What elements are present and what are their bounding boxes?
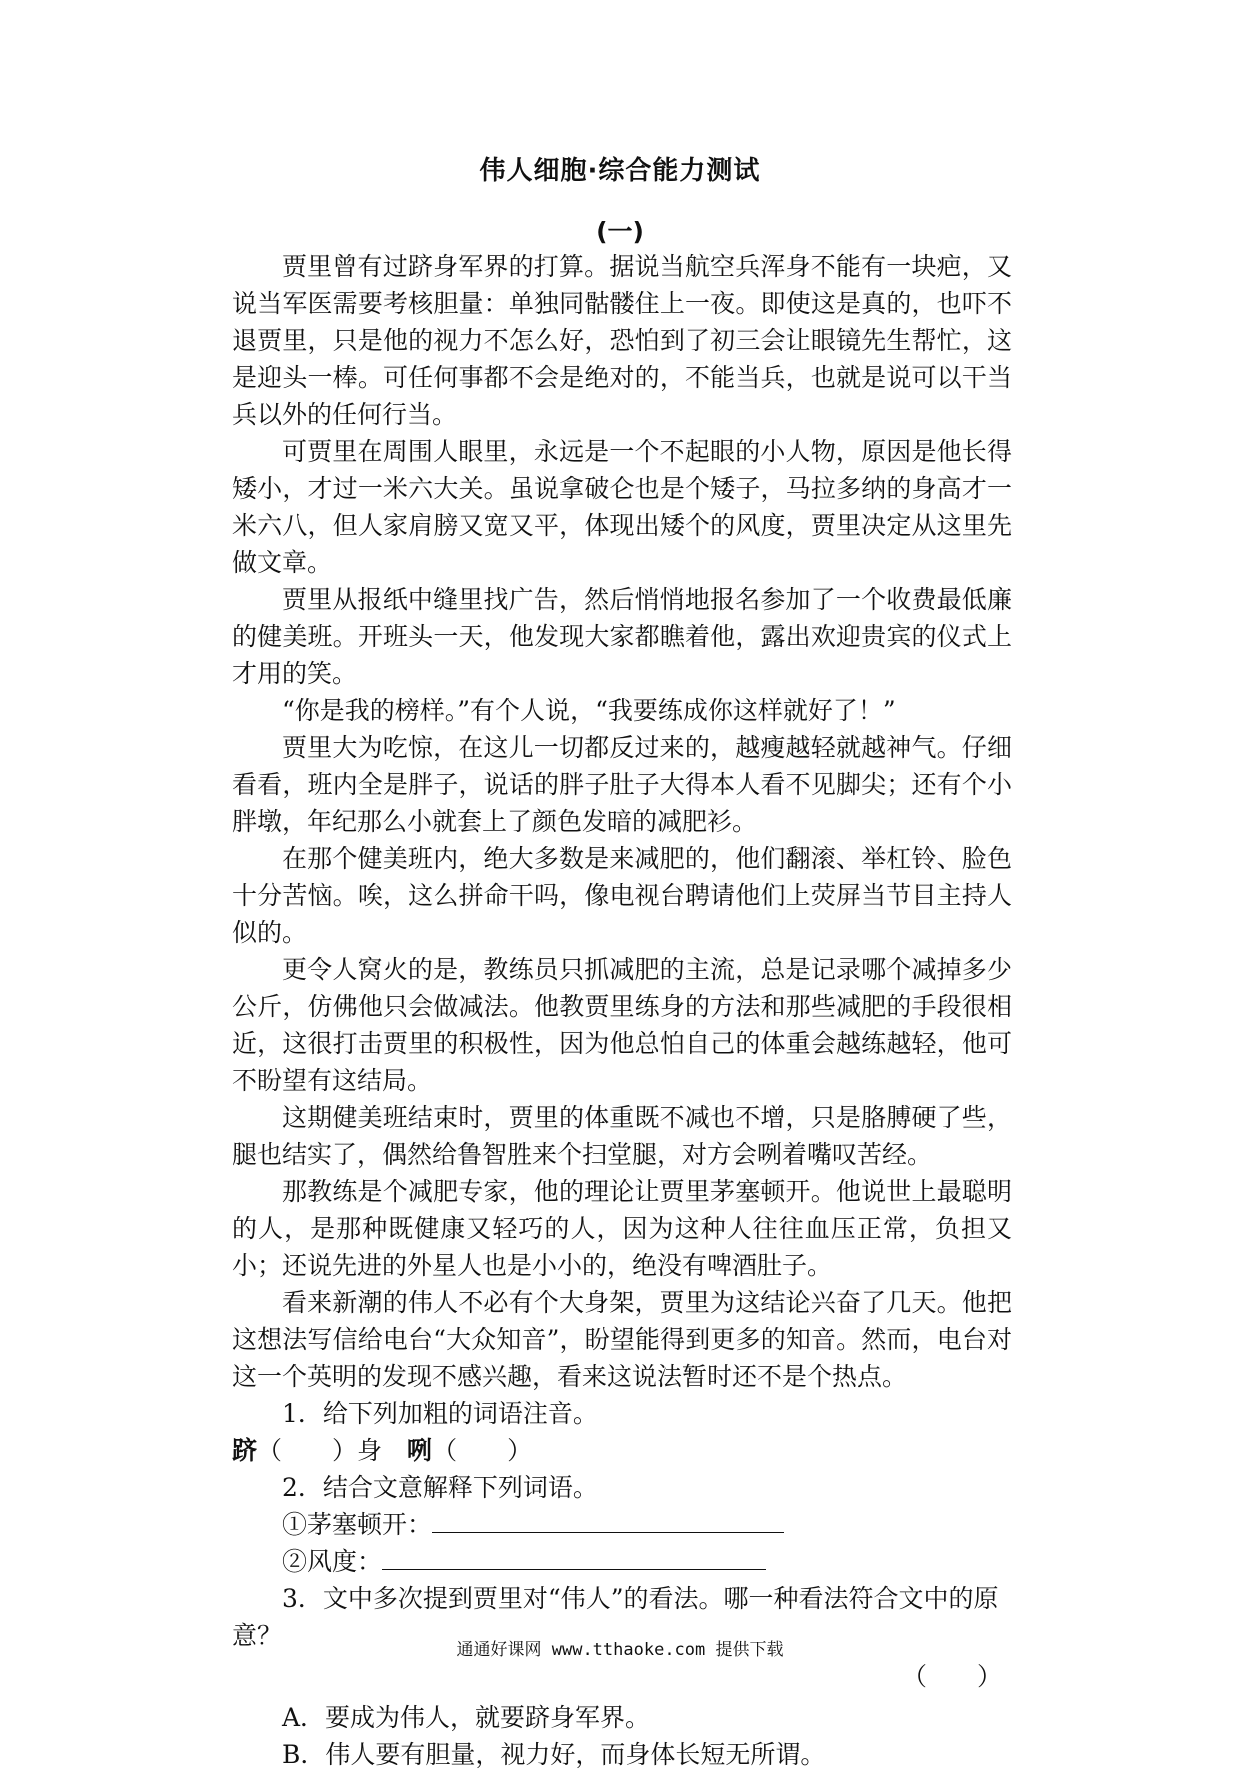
answer-blank-1[interactable]: （ ） [257, 1436, 358, 1465]
paragraph: 贾里大为吃惊，在这儿一切都反过来的，越瘦越轻就越神气。仔细看看，班内全是胖子，说话的胖子肚子大得本人看不见脚尖；还有个小胖墩，年纪那么小就套上了颜色发暗的减肥衫。 [232, 733, 1012, 836]
paragraph: 贾里曾有过跻身军界的打算。据说当航空兵浑身不能有一块疤，又说当军医需要考核胆量：单独同骷髅住上一夜。即使这是真的，也吓不退贾里，只是他的视力不怎么好，恐怕到了初三会让眼镜先生帮忙，这是迎头一棒。可任何事都不会是绝对的，不能当兵，也就是说可以干当兵以外的任何行当。 [232, 252, 1012, 429]
answer-line-1[interactable] [432, 1510, 784, 1533]
question-3: 3．文中多次提到贾里对“伟人”的看法。哪一种看法符合文中的原 [282, 1584, 999, 1613]
question-2: 2．结合文意解释下列词语。 [282, 1473, 598, 1502]
paragraph: 可贾里在周围人眼里，永远是一个不起眼的小人物，原因是他长得矮小，才过一米六大关。虽说拿破仑也是个矮子，马拉多纳的身高才一米六八，但人家肩膀又宽又平，体现出矮个的风度，贾里决定从这里先做文章。 [232, 437, 1012, 577]
paragraph: 这期健美班结束时，贾里的体重既不减也不增，只是胳膊硬了些，腿也结实了，偶然给鲁智胜来个扫堂腿，对方会咧着嘴叹苦经。 [232, 1103, 1012, 1169]
option-b: B．伟人要有胆量，视力好，而身体长短无所谓。 [282, 1740, 826, 1769]
question-3-continued: 意？ [232, 1621, 283, 1650]
item-label: ①茅塞顿开： [282, 1510, 433, 1539]
page-footer: 通通好课网 www.tthaoke.com 提供下载 [456, 1640, 784, 1660]
paragraph: “你是我的榜样。”有个人说，“我要练成你这样就好了！” [282, 696, 896, 725]
page-title: 伟人细胞·综合能力测试 [479, 156, 761, 186]
item-label: ②风度： [282, 1547, 383, 1576]
section-heading: (一) [596, 217, 644, 246]
word-1-suffix: 身 [357, 1436, 383, 1465]
paragraph: 更令人窝火的是，教练员只抓减肥的主流，总是记录哪个减掉多少公斤，仿佛他只会做减法。他教贾里练身的方法和那些减肥的手段很相近，这很打击贾里的积极性，因为他总怕自己的体重会越练越轻，他可不盼望有这结局。 [232, 955, 1012, 1095]
article-body [232, 248, 1012, 1773]
question-2-item-2 [232, 1543, 1012, 1580]
question-1: 1．给下列加粗的词语注音。 [282, 1399, 598, 1428]
option-a: A．要成为伟人，就要跻身军界。 [282, 1703, 651, 1732]
question-1-items [232, 1432, 1012, 1469]
answer-line-2[interactable] [382, 1547, 766, 1570]
paragraph: 在那个健美班内，绝大多数是来减肥的，他们翻滚、举杠铃、脸色十分苦恼。唉，这么拼命干吗，像电视台聘请他们上荧屏当节目主持人似的。 [232, 844, 1012, 947]
paragraph: 那教练是个减肥专家，他的理论让贾里茅塞顿开。他说世上最聪明的人，是那种既健康又轻巧的人，因为这种人往往血压正常，负担又小；还说先进的外星人也是小小的，绝没有啤酒肚子。 [232, 1177, 1012, 1280]
answer-blank-2[interactable]: （ ） [432, 1436, 533, 1465]
question-2-item-1 [232, 1506, 1012, 1543]
bold-word-1: 跻 [232, 1436, 258, 1465]
paragraph: 看来新潮的伟人不必有个大身架，贾里为这结论兴奋了几天。他把这想法写信给电台“大众知音”，盼望能得到更多的知音。然而，电台对这一个英明的发现不感兴趣，看来这说法暂时还不是个热点。 [232, 1288, 1012, 1391]
bold-word-2: 咧 [407, 1436, 433, 1465]
answer-bracket[interactable]: （ ） [901, 1662, 1002, 1691]
paragraph: 贾里从报纸中缝里找广告，然后悄悄地报名参加了一个收费最低廉的健美班。开班头一天，他发现大家都瞧着他，露出欢迎贵宾的仪式上才用的笑。 [232, 585, 1012, 688]
